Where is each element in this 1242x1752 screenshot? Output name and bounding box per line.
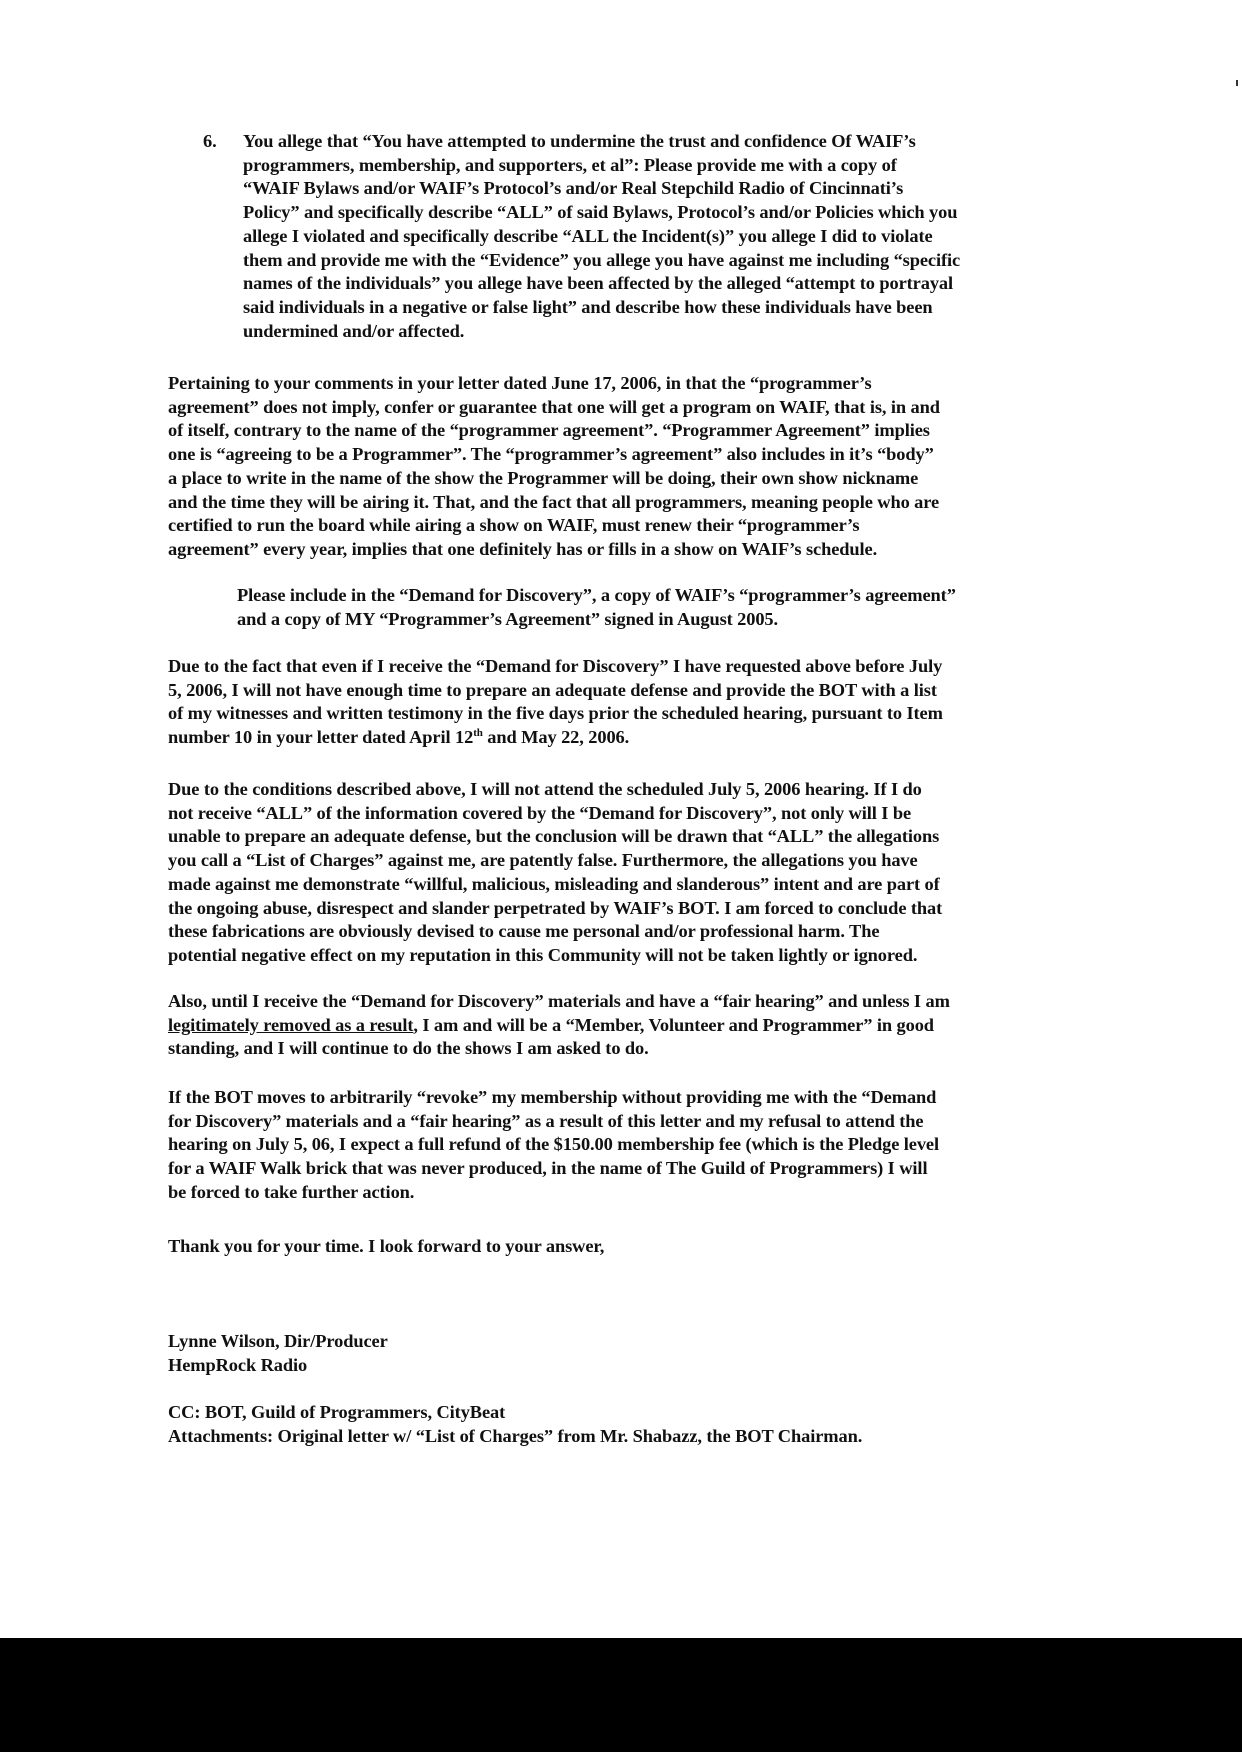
paragraph-line: Pertaining to your comments in your letter dated June 17, 2006, in that the “programmer’s xyxy=(168,373,872,393)
paragraph-line: of my witnesses and written testimony in the five days prior the scheduled hearing, pursuant to Item xyxy=(168,703,943,724)
paragraph-line: made against me demonstrate “willful, malicious, misleading and slanderous” intent and are part of xyxy=(168,873,940,894)
paragraph-line: If the BOT moves to arbitrarily “revoke” my membership without providing me with the “Demand xyxy=(168,1087,937,1107)
paragraph-programmer-agreement xyxy=(168,372,1073,562)
paragraph-revoke xyxy=(168,1086,1073,1205)
closing-line xyxy=(168,1235,1073,1259)
scan-mark xyxy=(1236,80,1238,86)
closing-text: Thank you for your time. I look forward to your answer, xyxy=(168,1236,605,1256)
line-text: and May 22, 2006. xyxy=(482,727,630,748)
paragraph-line: one is “agreeing to be a Programmer”. The “programmer’s agreement” also includes in it’s “body” xyxy=(168,444,934,465)
item6-line: said individuals in a negative or false light” and describe how these individuals have been xyxy=(243,296,933,317)
line-text: number 10 in your letter dated April 12 xyxy=(168,727,474,748)
paragraph-line: for Discovery” materials and a “fair hearing” as a result of this letter and my refusal to attend the xyxy=(168,1110,924,1131)
paragraph-line xyxy=(168,1014,1073,1038)
item6-line: allege I violated and specifically describe “ALL the Incident(s)” you allege I did to violate xyxy=(243,225,933,246)
paragraph-line: certified to run the board while airing a show on WAIF, must renew their “programmer’s xyxy=(168,515,860,536)
paragraph-line: unable to prepare an adequate defense, but the conclusion will be drawn that “ALL” the allegations xyxy=(168,826,940,847)
paragraph-line xyxy=(168,726,1073,750)
paragraph-line: hearing on July 5, 06, I expect a full refund of the $150.00 membership fee (which is the Pledge level xyxy=(168,1134,940,1155)
item6-line: programmers, membership, and supporters, et al”: Please provide me with a copy of xyxy=(243,154,897,175)
paragraph-line: a place to write in the name of the show the Programmer will be doing, their own show nickname xyxy=(168,467,919,488)
paragraph-line: Due to the conditions described above, I will not attend the scheduled July 5, 2006 hearing. If I do xyxy=(168,779,922,799)
paragraph-line: be forced to take further action. xyxy=(168,1181,415,1202)
scan-bottom-black-bar xyxy=(0,1638,1242,1752)
paragraph-line: Also, until I receive the “Demand for Discovery” materials and have a “fair hearing” and unless I am xyxy=(168,991,950,1011)
paragraph-also xyxy=(168,990,1073,1061)
paragraph-line: standing, and I will continue to do the shows I am asked to do. xyxy=(168,1038,649,1059)
item6-line: names of the individuals” you allege have been affected by the alleged “attempt to portrayal xyxy=(243,273,954,294)
paragraph-due-to-fact xyxy=(168,655,1073,750)
paragraph-line: potential negative effect on my reputation in this Community will not be taken lightly or ignored. xyxy=(168,944,918,965)
paragraph-line: Due to the fact that even if I receive the “Demand for Discovery” I have requested above before July xyxy=(168,656,943,676)
item6-line: Policy” and specifically describe “ALL” of said Bylaws, Protocol’s and/or Policies which you xyxy=(243,202,958,223)
item-number: 6. xyxy=(203,131,217,151)
item6-line: undermined and/or affected. xyxy=(243,320,465,341)
paragraph-include-request xyxy=(237,584,1072,631)
paragraph-line: agreement” does not imply, confer or guarantee that one will get a program on WAIF, that is, in and xyxy=(168,396,940,417)
paragraph-conditions xyxy=(168,778,1073,968)
paragraph-line: and the time they will be airing it. That, and the fact that all programmers, meaning people who are xyxy=(168,491,940,512)
item6-line: “WAIF Bylaws and/or WAIF’s Protocol’s and/or Real Stepchild Radio of Cincinnati’s xyxy=(243,178,904,199)
line-text: , I am and will be a “Member, Volunteer and Programmer” in good xyxy=(413,1014,934,1035)
ordinal-suffix: th xyxy=(473,726,483,739)
cc-line: CC: BOT, Guild of Programmers, CityBeat xyxy=(168,1402,506,1422)
underlined-text: legitimately removed as a result xyxy=(168,1014,414,1035)
paragraph-line: and a copy of MY “Programmer’s Agreement” signed in August 2005. xyxy=(237,608,779,629)
cc-attachments-block xyxy=(168,1401,1073,1448)
item6-line: them and provide me with the “Evidence” you allege you have against me including “specific xyxy=(243,249,961,270)
paragraph-line: 5, 2006, I will not have enough time to prepare an adequate defense and provide the BOT with a list xyxy=(168,679,937,700)
signature-block xyxy=(168,1330,1073,1377)
item6-line: You allege that “You have attempted to undermine the trust and confidence Of WAIF’s xyxy=(243,131,916,151)
signature-org: HempRock Radio xyxy=(168,1354,308,1375)
paragraph-line: you call a “List of Charges” against me, are patently false. Furthermore, the allegations you have xyxy=(168,850,918,871)
paragraph-line: not receive “ALL” of the information covered by the “Demand for Discovery”, not only will I be xyxy=(168,802,912,823)
paragraph-line: Please include in the “Demand for Discovery”, a copy of WAIF’s “programmer’s agreement” xyxy=(237,585,956,605)
item-6-body xyxy=(243,130,1068,343)
paragraph-line: agreement” every year, implies that one definitely has or fills in a show on WAIF’s schedule. xyxy=(168,538,878,559)
attachments-line: Attachments: Original letter w/ “List of Charges” from Mr. Shabazz, the BOT Chairman. xyxy=(168,1425,863,1446)
paragraph-line: of itself, contrary to the name of the “programmer agreement”. “Programmer Agreement” implies xyxy=(168,420,930,441)
paragraph-line: the ongoing abuse, disrespect and slander perpetrated by WAIF’s BOT. I am forced to conclude that xyxy=(168,897,943,918)
signature-name: Lynne Wilson, Dir/Producer xyxy=(168,1331,388,1351)
paragraph-line: for a WAIF Walk brick that was never produced, in the name of The Guild of Programmers) I will xyxy=(168,1158,928,1179)
paragraph-line: these fabrications are obviously devised to cause me personal and/or professional harm. The xyxy=(168,921,880,942)
